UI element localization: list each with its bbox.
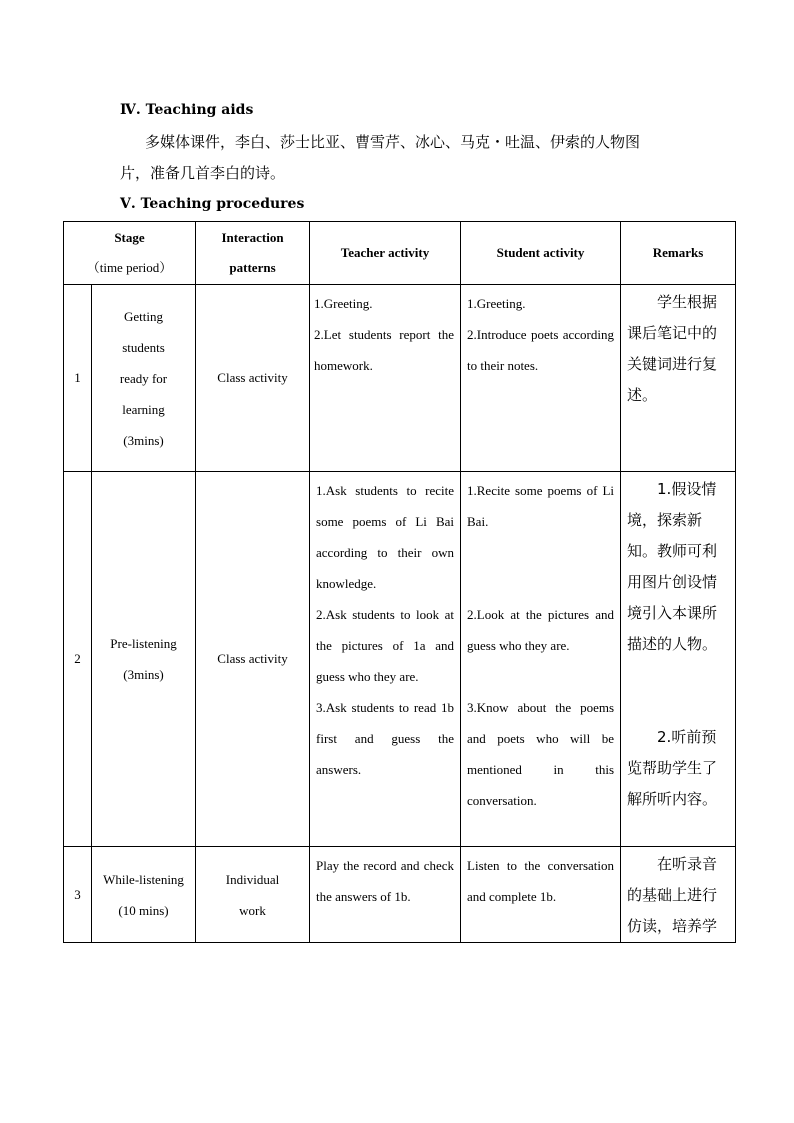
stage-name: Getting students ready for learning: [119, 308, 168, 417]
row-remarks: [621, 847, 736, 943]
row-stage: [92, 472, 196, 847]
student-step: 2.Introduce poets according to their notes.: [467, 327, 615, 373]
teacher-step: 1.Greeting.: [314, 296, 373, 311]
table-row: [64, 285, 736, 472]
row-interaction: Class activity: [196, 472, 310, 847]
header-stage-label: Stage: [114, 230, 145, 245]
row-number: 2: [64, 472, 92, 847]
teacher-step: Play the record and check the answers of 1b.: [316, 858, 455, 904]
header-interaction: Interaction patterns: [196, 222, 310, 285]
header-stage: [64, 222, 196, 285]
row-student-activity: [461, 472, 621, 847]
procedures-table: [63, 221, 736, 943]
row-student-activity: [461, 847, 621, 943]
row-number: 1: [64, 285, 92, 472]
remark-text: 1.假设情境，探索新知。教师可利用图片创设情境引入本课所描述的人物。: [627, 480, 718, 653]
header-student: Student activity: [461, 222, 621, 285]
teaching-aids-line-1: 多媒体课件，李白、莎士比亚、曹雪芹、冰心、马克・吐温、伊索的人物图: [145, 133, 641, 151]
teaching-aids-line-2: 片，准备几首李白的诗。: [120, 164, 286, 182]
teacher-step: 1.Ask students to recite some poems of Li Bai according to their own knowledge.: [316, 483, 455, 591]
stage-time: (3mins): [123, 432, 164, 448]
remark-text: 学生根据课后笔记中的关键词进行复述。: [627, 293, 718, 404]
student-step: Listen to the conversation and complete 1b.: [467, 858, 615, 904]
teaching-aids-heading: Ⅳ. Teaching aids: [120, 102, 254, 118]
row-stage: [92, 285, 196, 472]
row-interaction: Individual work: [196, 847, 310, 943]
teacher-step: 3.Ask students to read 1b first and guess the answers.: [316, 700, 455, 777]
header-teacher: Teacher activity: [310, 222, 461, 285]
student-step: 1.Recite some poems of Li Bai.: [467, 483, 615, 529]
row-stage: [92, 847, 196, 943]
row-teacher-activity: [310, 285, 461, 472]
stage-name: While-listening: [103, 871, 184, 887]
row-teacher-activity: [310, 472, 461, 847]
student-step: 3.Know about the poems and poets who will be mentioned in this conversation.: [467, 700, 615, 808]
teacher-step: 2.Ask students to look at the pictures of 1a and guess who they are.: [316, 607, 455, 684]
table-row: [64, 847, 736, 943]
table-row: [64, 472, 736, 847]
stage-time: (10 mins): [118, 902, 169, 918]
teacher-step: 2.Let students report the homework.: [314, 327, 455, 373]
header-time-period: （time period）: [86, 260, 173, 275]
row-number: 3: [64, 847, 92, 943]
row-interaction: Class activity: [196, 285, 310, 472]
student-step: 2.Look at the pictures and guess who they are.: [467, 607, 615, 653]
stage-name: Pre-listening: [110, 636, 177, 651]
teaching-procedures-heading: Ⅴ. Teaching procedures: [120, 196, 305, 212]
row-remarks: [621, 285, 736, 472]
row-student-activity: [461, 285, 621, 472]
table-header-row: [64, 222, 736, 285]
student-step: 1.Greeting.: [467, 296, 526, 311]
header-remarks: Remarks: [621, 222, 736, 285]
row-remarks: [621, 472, 736, 847]
row-teacher-activity: [310, 847, 461, 943]
stage-time: (3mins): [123, 667, 164, 682]
remark-text: 在听录音的基础上进行仿读，培养学: [627, 855, 718, 935]
remark-text: 2.听前预览帮助学生了解所听内容。: [627, 728, 718, 808]
